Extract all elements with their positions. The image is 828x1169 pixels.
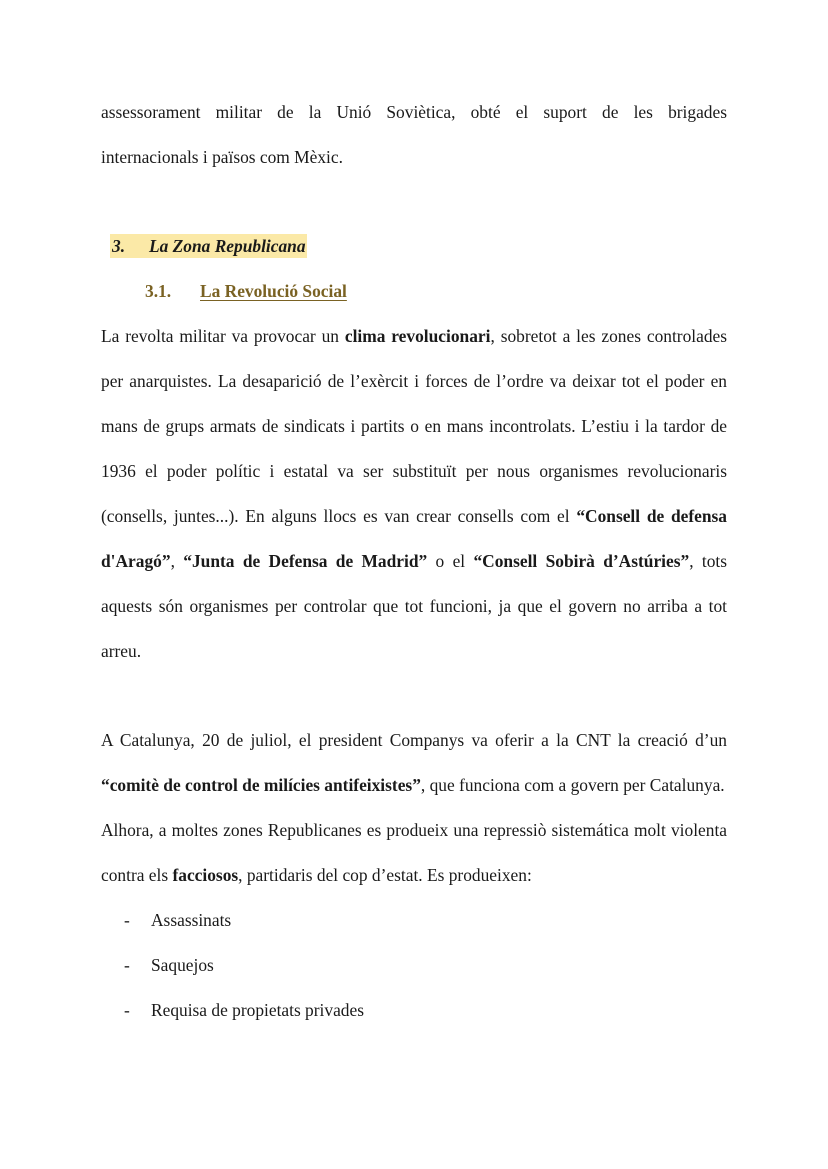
subsection-number: 3.1. [145,281,172,301]
section-heading-highlight [110,234,307,258]
text-run: , [170,551,184,571]
paragraph-repression [101,808,727,898]
bullet-list [101,898,727,1033]
list-item-text: Assassinats [151,910,232,930]
text-run: , sobretot a les zones controlades per anarquistes. La desaparició de l’exèrcit i forces de l’ordre va deixar tot el poder en mans de grups armats de sindicats i partits o en mans incontrolats. L’estiu i la tardor de 1936 el poder polític i estatal va ser substituït per nous organismes revolucionaris (consells, juntes...). En alguns llocs es van crear consells com el [101,326,728,526]
text-run: A Catalunya, 20 de juliol, el president Companys va oferir a la CNT la creació d’un [101,730,727,750]
bold-term: “comitè de control de milícies antifeixistes” [101,775,421,795]
text-run: Alhora, a moltes zones Republicanes es produeix una repressiò sistemática molt violenta contra els [101,820,727,885]
text-run: , partidaris del cop d’estat. Es produeixen: [238,865,532,885]
list-item [101,943,727,988]
dash-bullet: - [124,910,130,930]
list-item [101,898,727,943]
text-run: , que funciona com a govern per Catalunya. [420,775,725,795]
paragraph-catalunya [101,718,727,808]
list-item-text: Saquejos [151,955,214,975]
spacer [101,180,727,224]
subsection-heading [101,269,727,314]
list-item [101,988,727,1033]
text-run: La revolta militar va provocar un [101,326,345,346]
bold-term: “Junta de Defensa de Madrid” [183,551,428,571]
section-number: 3. [112,236,126,256]
bold-term: “Consell de defensa d'Aragó” [101,506,727,571]
dash-bullet: - [124,955,130,975]
intro-line-2: internacionals i països com Mèxic. [101,147,343,167]
bold-term: “Consell Sobirà d’Astúries” [473,551,690,571]
text-run: o el [427,551,474,571]
intro-line-1: assessorament militar de la Unió Soviètica, obté el suport de les brigades [101,102,727,122]
document-page [101,90,727,1033]
list-item-text: Requisa de propietats privades [151,1000,364,1020]
section-heading [101,224,727,269]
section-title: La Zona Republicana [149,236,306,256]
intro-paragraph [101,90,727,180]
bold-term: clima revolucionari [344,326,491,346]
dash-bullet: - [124,1000,130,1020]
text-run: , tots aquests són organismes per controlar que tot funcioni, ja que el govern no arriba a tot arreu. [101,551,727,661]
bold-term: facciosos [172,865,239,885]
spacer [101,674,727,718]
subsection-title: La Revolució Social [200,281,347,301]
paragraph-revolution [101,314,727,674]
